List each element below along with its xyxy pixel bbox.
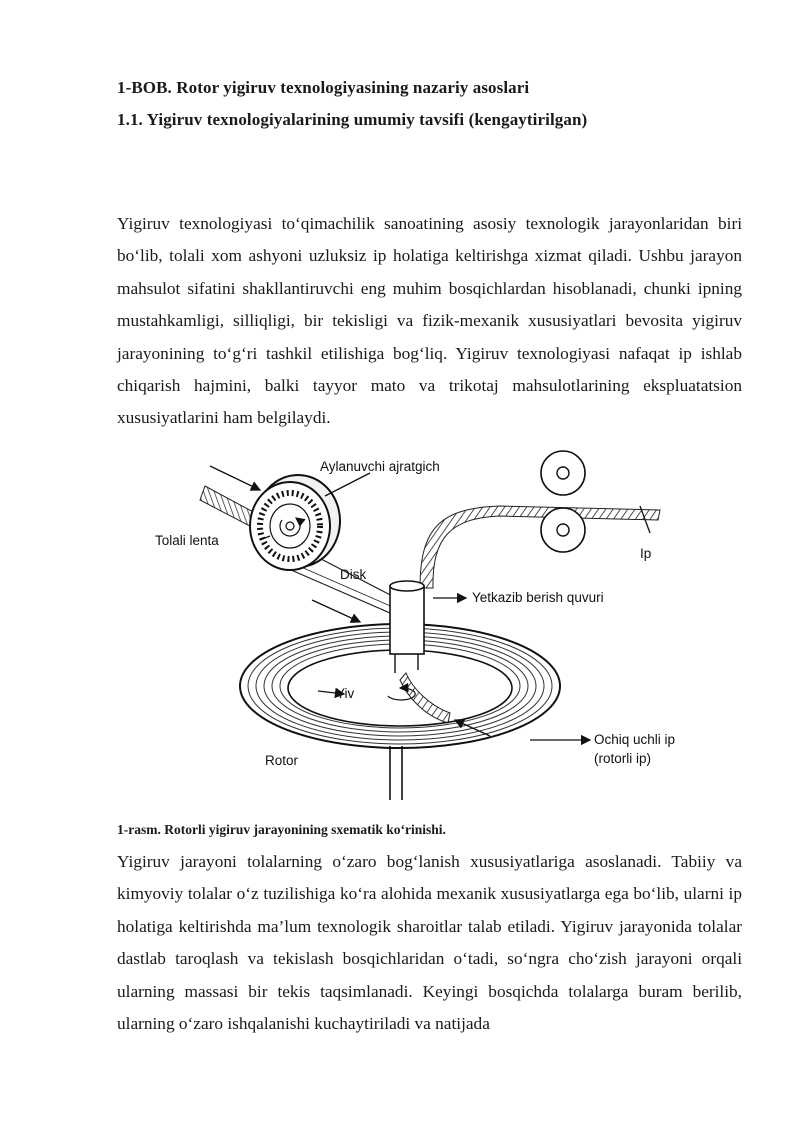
label-yarn: Ip (640, 546, 652, 561)
rotating-separator (250, 475, 340, 570)
label-separator: Aylanuvchi ajratgich (320, 459, 440, 474)
delivery-rollers (541, 451, 585, 552)
intro-paragraph: Yigiruv texnologiyasi to‘qimachilik sanoatining asosiy texnologik jarayonlaridan biri bo‘lib, tolali xom ashyoni uzluksiz ip holatiga keltirishga xizmat qiladi. Ushbu jarayon mahsulot sifatini shakllantiruvchi eng muhim bosqichlardan hisoblanadi, chunki ipning mustahkamligi, silliqligi, bir tekisligi va fizik-mexanik xususiyatlari bevosita yigiruv jarayonining to‘g‘ri tashkil etilishiga bog‘liq. Yigiruv texnologiyasi nafaqat ip ishlab chiqarish hajmini, balki tayyor mato va trikotaj mahsulotlarining ekspluatatsion xususiyatlarini ham belgilaydi. (117, 214, 742, 428)
section-title: 1.1. Yigiruv texnologiyalarining umumiy tavsifi (kengaytirilgan) (117, 110, 588, 129)
label-disk: Disk (340, 567, 367, 582)
label-rotor: Rotor (265, 753, 299, 768)
label-twist: Yiv (336, 686, 355, 701)
label-open-end-line1: Ochiq uchli ip (594, 732, 676, 747)
label-sliver: Tolali lenta (155, 533, 219, 548)
body-paragraph: Yigiruv jarayoni tolalarning o‘zaro bog‘lanish xususiyatlariga asoslanadi. Tabiiy va kimyoviy tolalar o‘z tuzilishiga ko‘ra alohida mexanik xususiyatlarga ega bo‘lib, ularni ip holatiga keltirishda ma’lum texnologik sharoitlar talab etiladi. Yigiruv jarayonida tolalar dastlab taroqlash va tekislash bosqichlaridan o‘tadi, so‘ngra cho‘zish jarayoni orqali ularning massasi bir tekis taqsimlanadi. Keyingi bosqichda tolalarga buram berilib, ularning o‘zaro ishqalanishi kuchaytiriladi va natijada (117, 852, 742, 1034)
yarn-output (420, 506, 660, 588)
label-delivery-tube: Yetkazib berish quvuri (472, 590, 604, 605)
chapter-title: 1-BOB. Rotor yigiruv texnologiyasining nazariy asoslari (117, 78, 530, 97)
figure-caption: 1-rasm. Rotorli yigiruv jarayonining sxematik ko‘rinishi. (117, 822, 446, 837)
rotor-spinning-diagram (150, 448, 680, 804)
label-open-end-line2: (rotorli ip) (594, 751, 652, 766)
